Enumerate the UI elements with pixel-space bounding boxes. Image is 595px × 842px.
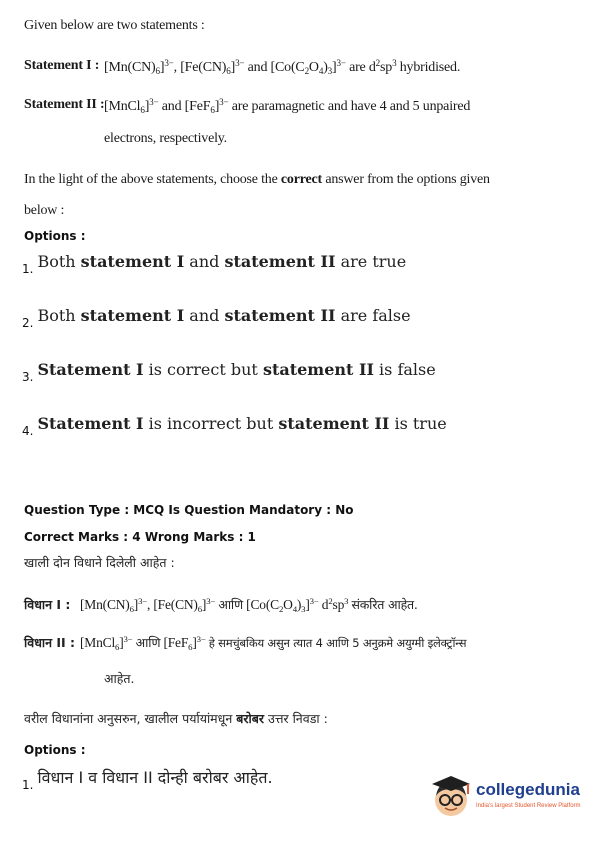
graduate-mascot-icon <box>428 772 474 820</box>
option-number: 4. <box>22 424 34 438</box>
statement-2-label: Statement II : <box>24 97 105 112</box>
logo-wordmark: collegedunia <box>476 780 580 799</box>
option-1[interactable] <box>22 252 407 276</box>
statement-1-text: $[Mn(CN)_6]^{3-}$, $[Fe(CN)_6]^{3-}$ and $[Co(C_2O_4)_3]^{3-}$ are $d^2sp^3$ hybridised. <box>104 58 461 76</box>
logo-tagline: India's largest Student Review Platform <box>476 803 581 809</box>
option-text: Both statement I and statement II are false <box>37 306 411 325</box>
option-number: 1. <box>22 262 34 276</box>
intro-text: Given below are two statements : <box>24 18 205 33</box>
statement-2-line-2: electrons, respectively. <box>104 131 227 146</box>
option-3[interactable] <box>22 360 436 384</box>
question-type-line: Question Type : MCQ Is Question Mandatory : No <box>24 503 354 517</box>
option-number: 1. <box>22 778 34 792</box>
option-text: विधान I व विधान II दोन्ही बरोबर आहेत. <box>37 768 273 787</box>
option-2[interactable] <box>22 306 411 330</box>
option-4[interactable] <box>22 414 447 438</box>
marathi-statement-2-line-2: आहेत. <box>104 671 135 686</box>
statement-1-label: Statement I : <box>24 58 100 73</box>
option-text: Statement I is incorrect but statement II is true <box>37 414 447 433</box>
instruction-line-1: In the light of the above statements, choose the correct answer from the options given <box>24 172 490 187</box>
marathi-intro: खाली दोन विधाने दिलेली आहेत : <box>24 555 175 570</box>
marathi-statement-2-label: विधान II : <box>24 635 76 650</box>
marathi-statement-2-line-1: [MnCl$_6$]$^{3-}$ आणि $[FeF_6]^{3-}$ हे समचुंबकिय असुन त्यात 4 आणि 5 अनुक्रमे अयुग्मी इलेक्ट्रॉन्स <box>80 634 467 652</box>
options-label: Options : <box>24 229 86 243</box>
marathi-statement-1-label: विधान I : <box>24 597 71 612</box>
marathi-instruction: वरील विधानांना अनुसरुन, खालील पर्यायांमधून बरोबर उत्तर निवडा : <box>24 711 328 726</box>
statement-2-line-1: [MnCl$_6$]$^{3-}$ and $[FeF_6]^{3-}$ are paramagnetic and have 4 and 5 unpaired <box>104 97 471 115</box>
collegedunia-logo <box>428 772 583 824</box>
marathi-options-label: Options : <box>24 743 86 757</box>
instruction-line-2: below : <box>24 203 65 218</box>
option-number: 2. <box>22 316 34 330</box>
option-number: 3. <box>22 370 34 384</box>
option-text: Both statement I and statement II are true <box>37 252 407 271</box>
marathi-statement-1-text: $[Mn(CN)_6]^{3-}$, $[Fe(CN)_6]^{3-}$ आणि $[Co(C_2O_4)_3]^{3-}$ $d^2sp^3$ संकरित आहेत. <box>80 596 418 614</box>
marathi-option-1[interactable] <box>22 766 273 792</box>
marks-line: Correct Marks : 4 Wrong Marks : 1 <box>24 530 256 544</box>
option-text: Statement I is correct but statement II is false <box>37 360 436 379</box>
